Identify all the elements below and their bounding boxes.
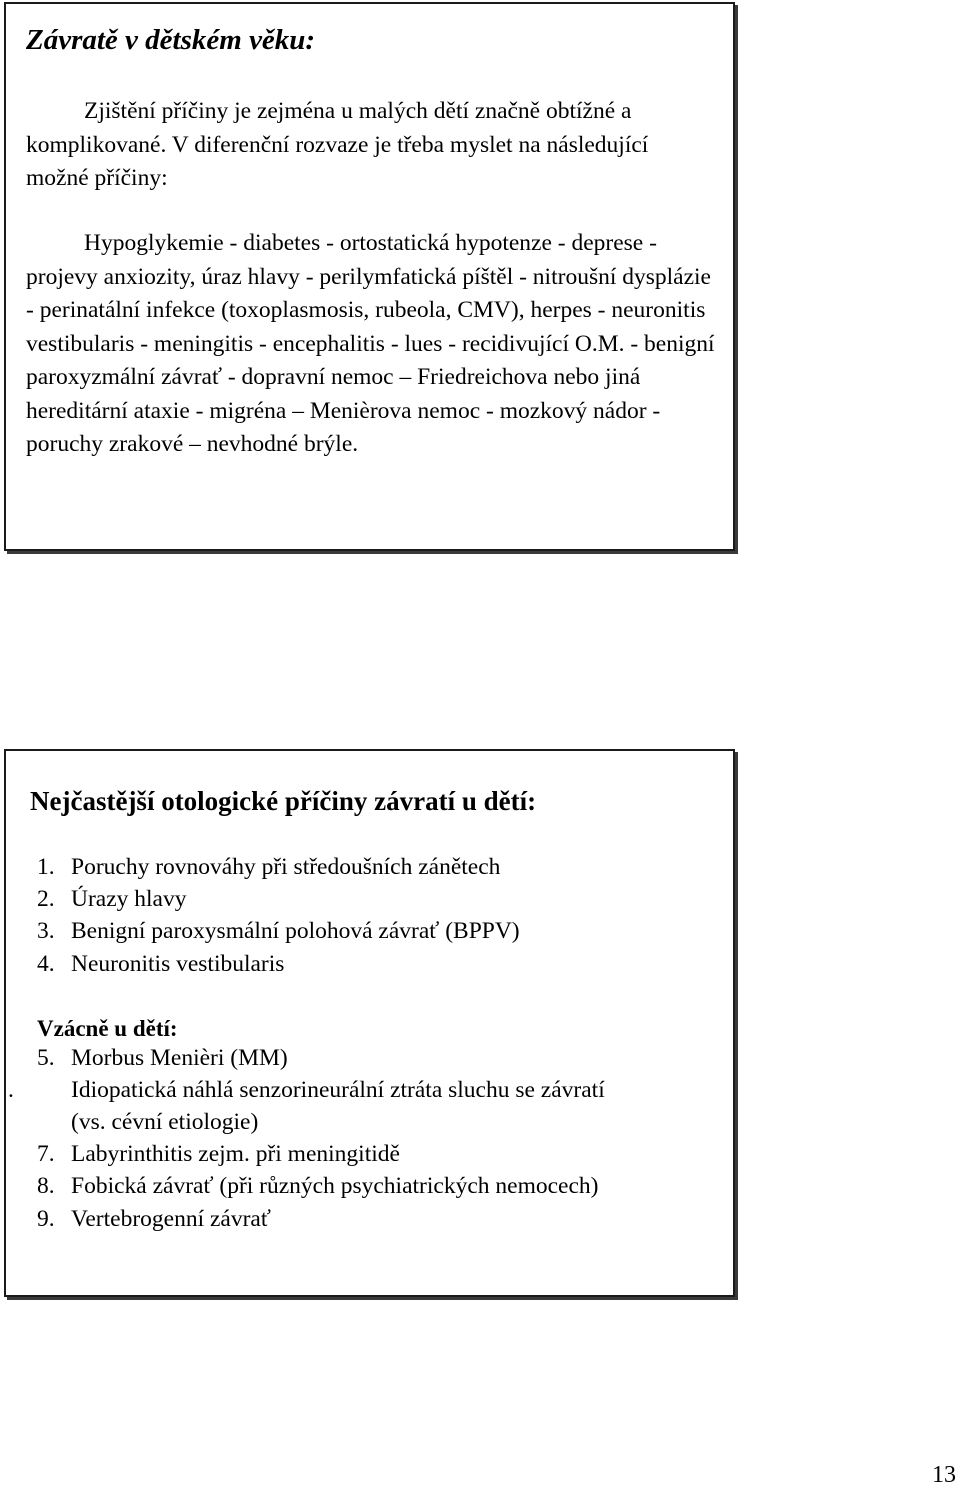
list-item: Benigní paroxysmální polohová závrať (BPPV)	[71, 918, 520, 944]
list-item-number: 1.	[37, 854, 55, 880]
list-item-number: 5.	[37, 1045, 55, 1071]
list-item: Fobická závrať (při různých psychiatrických nemocech)	[71, 1173, 599, 1199]
list-item: Úrazy hlavy	[71, 886, 187, 912]
page-number: 13	[932, 1462, 956, 1488]
list-item-number: 9.	[37, 1206, 55, 1232]
list-item-continuation: (vs. cévní etiologie)	[71, 1109, 259, 1135]
list-item-number: 8.	[37, 1173, 55, 1199]
list-item-number: 3.	[37, 918, 55, 944]
list-item-number: 4.	[37, 951, 55, 977]
section1-intro-paragraph: Zjištění příčiny je zejména u malých dětí značně obtížné a komplikované. V diferenční rozvaze je třeba myslet na následující možné příčiny:	[26, 98, 649, 191]
list-item: Morbus Menièri (MM)	[71, 1045, 288, 1071]
list-item-number: 7.	[37, 1141, 55, 1167]
list-item-number: 2.	[37, 886, 55, 912]
list-item: Idiopatická náhlá senzorineurální ztráta sluchu se závratí	[71, 1077, 605, 1103]
section2-title: Nejčastější otologické příčiny závratí u dětí:	[30, 786, 537, 816]
list-item: Neuronitis vestibularis	[71, 951, 285, 977]
section1-title: Závratě v dětském věku:	[26, 24, 316, 56]
list-item-number: .	[8, 1077, 14, 1103]
list-item: Vertebrogenní závrať	[71, 1206, 271, 1232]
list-item: Labyrinthitis zejm. při meningitidě	[71, 1141, 400, 1167]
section1-causes-paragraph: Hypoglykemie - diabetes - ortostatická hypotenze - deprese - projevy anxiozity, úraz hlavy - perilymfatická píštěl - nitroušní dysplázie - perinatální infekce (toxoplasmosis, rubeola, CMV), herpes - neuronitis vestibularis - meningitis - encephalitis - lues - recidivující O.M. - benigní paroxyzmální závrať - dopravní nemoc – Friedreichova nebo jiná hereditární ataxie - migréna – Menièrova nemoc - mozkový nádor - poruchy zrakové – nevhodné brýle.	[26, 230, 715, 457]
list-item: Poruchy rovnováhy při středoušních zánětech	[71, 854, 501, 880]
rare-causes-heading: Vzácně u dětí:	[37, 1016, 178, 1041]
